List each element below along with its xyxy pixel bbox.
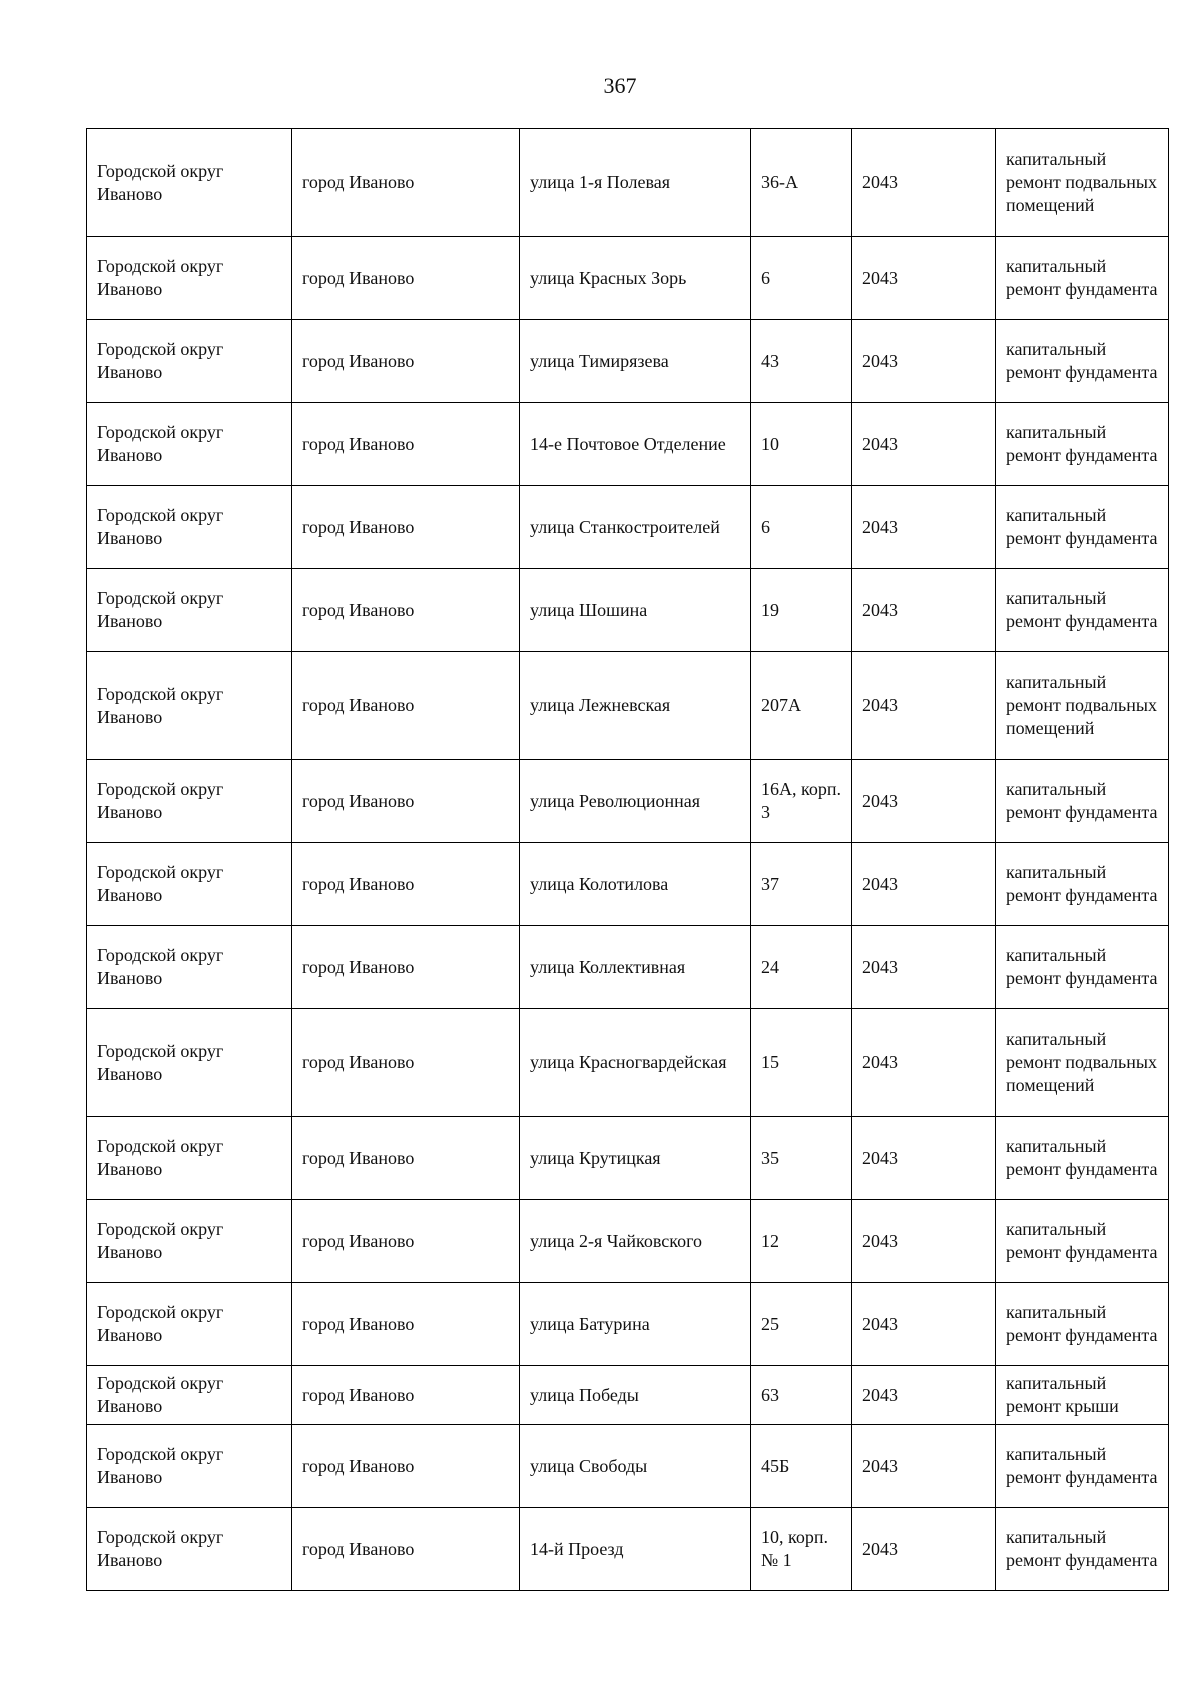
district-cell: Городской округ Иваново	[87, 237, 292, 320]
city-cell: город Иваново	[292, 486, 520, 569]
work-type-cell: капитальный ремонт фундамента	[996, 1283, 1169, 1366]
work-type-cell: капитальный ремонт фундамента	[996, 403, 1169, 486]
street-cell: улица Красногвардейская	[520, 1009, 751, 1117]
year-cell: 2043	[852, 129, 996, 237]
work-type-cell: капитальный ремонт фундамента	[996, 1200, 1169, 1283]
house-cell: 37	[751, 843, 852, 926]
page-number: 367	[603, 73, 637, 98]
city-cell: город Иваново	[292, 652, 520, 760]
house-cell: 12	[751, 1200, 852, 1283]
table-row	[87, 1200, 1169, 1283]
work-type-cell: капитальный ремонт фундамента	[996, 760, 1169, 843]
city-cell: город Иваново	[292, 1283, 520, 1366]
work-type-cell: капитальный ремонт подвальных помещений	[996, 652, 1169, 760]
house-cell: 6	[751, 237, 852, 320]
work-type-cell: капитальный ремонт фундамента	[996, 486, 1169, 569]
year-cell: 2043	[852, 1508, 996, 1591]
district-cell: Городской округ Иваново	[87, 926, 292, 1009]
repair-schedule-table	[86, 128, 1169, 1591]
city-cell: город Иваново	[292, 1366, 520, 1425]
city-cell: город Иваново	[292, 237, 520, 320]
street-cell: улица Станкостроителей	[520, 486, 751, 569]
table-row	[87, 1425, 1169, 1508]
street-cell: улица Колотилова	[520, 843, 751, 926]
year-cell: 2043	[852, 1425, 996, 1508]
street-cell: улица 1-я Полевая	[520, 129, 751, 237]
street-cell: улица Шошина	[520, 569, 751, 652]
district-cell: Городской округ Иваново	[87, 569, 292, 652]
house-cell: 36-А	[751, 129, 852, 237]
work-type-cell: капитальный ремонт подвальных помещений	[996, 1009, 1169, 1117]
work-type-cell: капитальный ремонт фундамента	[996, 926, 1169, 1009]
table-row	[87, 320, 1169, 403]
year-cell: 2043	[852, 1009, 996, 1117]
work-type-cell: капитальный ремонт фундамента	[996, 843, 1169, 926]
house-cell: 35	[751, 1117, 852, 1200]
street-cell: улица Коллективная	[520, 926, 751, 1009]
district-cell: Городской округ Иваново	[87, 1200, 292, 1283]
street-cell: улица Революционная	[520, 760, 751, 843]
house-cell: 25	[751, 1283, 852, 1366]
house-cell: 24	[751, 926, 852, 1009]
work-type-cell: капитальный ремонт фундамента	[996, 1508, 1169, 1591]
house-cell: 10, корп. № 1	[751, 1508, 852, 1591]
street-cell: 14-й Проезд	[520, 1508, 751, 1591]
district-cell: Городской округ Иваново	[87, 403, 292, 486]
table-row	[87, 569, 1169, 652]
year-cell: 2043	[852, 237, 996, 320]
year-cell: 2043	[852, 1117, 996, 1200]
district-cell: Городской округ Иваново	[87, 1009, 292, 1117]
table-row	[87, 926, 1169, 1009]
year-cell: 2043	[852, 843, 996, 926]
year-cell: 2043	[852, 403, 996, 486]
district-cell: Городской округ Иваново	[87, 1117, 292, 1200]
house-cell: 6	[751, 486, 852, 569]
table-row	[87, 843, 1169, 926]
district-cell: Городской округ Иваново	[87, 486, 292, 569]
year-cell: 2043	[852, 569, 996, 652]
street-cell: улица Тимирязева	[520, 320, 751, 403]
city-cell: город Иваново	[292, 569, 520, 652]
table-row	[87, 486, 1169, 569]
table-row	[87, 652, 1169, 760]
city-cell: город Иваново	[292, 403, 520, 486]
work-type-cell: капитальный ремонт фундамента	[996, 1117, 1169, 1200]
street-cell: улица Крутицкая	[520, 1117, 751, 1200]
year-cell: 2043	[852, 320, 996, 403]
city-cell: город Иваново	[292, 1425, 520, 1508]
work-type-cell: капитальный ремонт фундамента	[996, 237, 1169, 320]
city-cell: город Иваново	[292, 843, 520, 926]
district-cell: Городской округ Иваново	[87, 1425, 292, 1508]
table-row	[87, 1117, 1169, 1200]
year-cell: 2043	[852, 486, 996, 569]
district-cell: Городской округ Иваново	[87, 129, 292, 237]
city-cell: город Иваново	[292, 320, 520, 403]
table-row	[87, 1366, 1169, 1425]
district-cell: Городской округ Иваново	[87, 652, 292, 760]
year-cell: 2043	[852, 1283, 996, 1366]
house-cell: 207А	[751, 652, 852, 760]
table-row	[87, 129, 1169, 237]
street-cell: улица Лежневская	[520, 652, 751, 760]
work-type-cell: капитальный ремонт крыши	[996, 1366, 1169, 1425]
street-cell: 14-е Почтовое Отделение	[520, 403, 751, 486]
year-cell: 2043	[852, 652, 996, 760]
work-type-cell: капитальный ремонт фундамента	[996, 320, 1169, 403]
work-type-cell: капитальный ремонт фундамента	[996, 1425, 1169, 1508]
house-cell: 45Б	[751, 1425, 852, 1508]
work-type-cell: капитальный ремонт подвальных помещений	[996, 129, 1169, 237]
city-cell: город Иваново	[292, 926, 520, 1009]
district-cell: Городской округ Иваново	[87, 1283, 292, 1366]
district-cell: Городской округ Иваново	[87, 1508, 292, 1591]
city-cell: город Иваново	[292, 760, 520, 843]
house-cell: 16А, корп. 3	[751, 760, 852, 843]
year-cell: 2043	[852, 1200, 996, 1283]
house-cell: 10	[751, 403, 852, 486]
table-row	[87, 1009, 1169, 1117]
city-cell: город Иваново	[292, 129, 520, 237]
house-cell: 43	[751, 320, 852, 403]
house-cell: 63	[751, 1366, 852, 1425]
district-cell: Городской округ Иваново	[87, 320, 292, 403]
table-row	[87, 1283, 1169, 1366]
city-cell: город Иваново	[292, 1117, 520, 1200]
work-type-cell: капитальный ремонт фундамента	[996, 569, 1169, 652]
house-cell: 19	[751, 569, 852, 652]
street-cell: улица 2-я Чайковского	[520, 1200, 751, 1283]
year-cell: 2043	[852, 926, 996, 1009]
district-cell: Городской округ Иваново	[87, 843, 292, 926]
city-cell: город Иваново	[292, 1508, 520, 1591]
city-cell: город Иваново	[292, 1009, 520, 1117]
house-cell: 15	[751, 1009, 852, 1117]
district-cell: Городской округ Иваново	[87, 1366, 292, 1425]
year-cell: 2043	[852, 1366, 996, 1425]
street-cell: улица Победы	[520, 1366, 751, 1425]
street-cell: улица Красных Зорь	[520, 237, 751, 320]
table-row	[87, 760, 1169, 843]
city-cell: город Иваново	[292, 1200, 520, 1283]
street-cell: улица Батурина	[520, 1283, 751, 1366]
table-row	[87, 237, 1169, 320]
district-cell: Городской округ Иваново	[87, 760, 292, 843]
table-row	[87, 403, 1169, 486]
street-cell: улица Свободы	[520, 1425, 751, 1508]
year-cell: 2043	[852, 760, 996, 843]
table-row	[87, 1508, 1169, 1591]
